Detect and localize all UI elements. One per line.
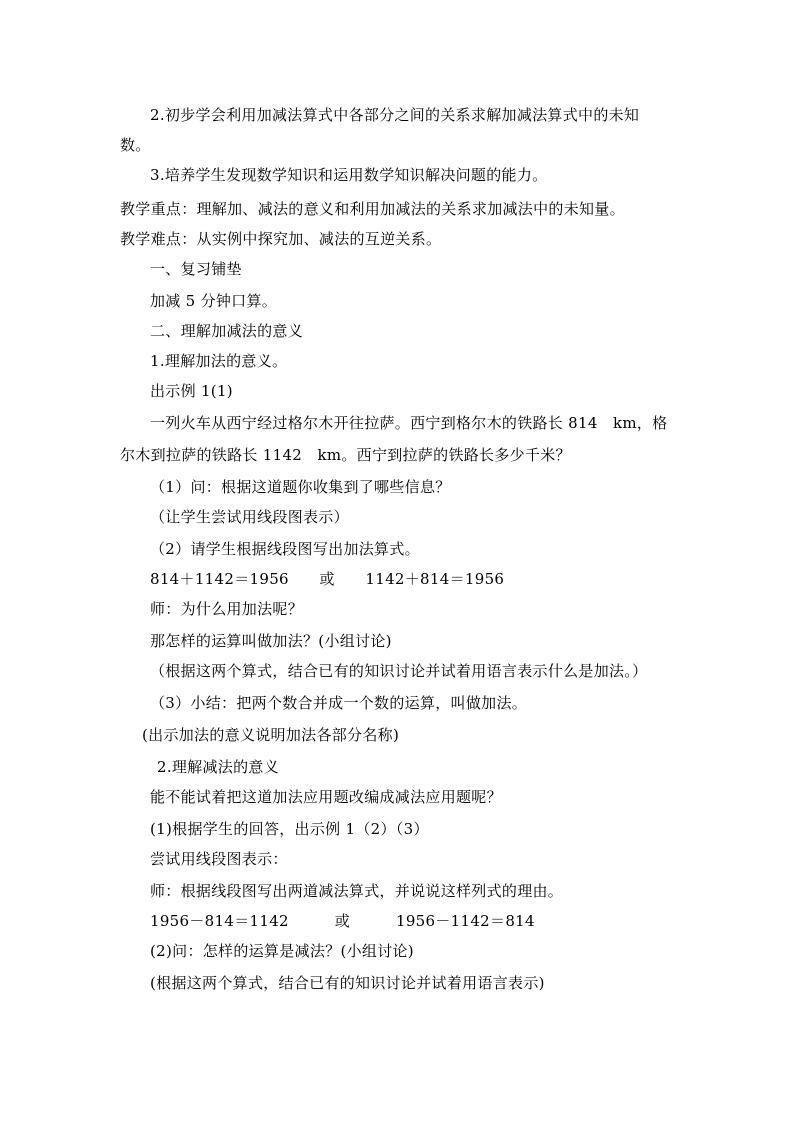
- subtraction-question: (2)问：怎样的运算是减法？(小组讨论): [150, 942, 414, 960]
- addition-discussion-note: （根据这两个算式，结合已有的知识讨论并试着用语言表示什么是加法。）: [150, 662, 648, 680]
- addition-meaning-note: (出示加法的意义说明加法各部分名称): [142, 726, 400, 744]
- question-2: （2）请学生根据线段图写出加法算式。: [150, 540, 420, 558]
- addition-equations: 814＋1142＝1956 或 1142＋814＝1956: [150, 570, 505, 588]
- subtraction-meaning-heading: 2.理解减法的意义: [157, 758, 280, 776]
- question-1: （1）问：根据这道题你收集到了哪些信息？: [150, 478, 451, 496]
- teacher-subtraction-instruction: 师：根据线段图写出两道减法算式，并说说这样列式的理由。: [150, 882, 564, 900]
- addition-summary: （3）小结：把两个数合并成一个数的运算，叫做加法。: [150, 694, 528, 712]
- group-discussion-addition: 那怎样的运算叫做加法？(小组讨论): [150, 632, 392, 650]
- line-diagram-note: （让学生尝试用线段图表示）: [150, 508, 349, 526]
- subtraction-equations: 1956－814＝1142 或 1956－1142＝814: [150, 912, 535, 930]
- objective-2-line-2: 数。: [120, 136, 151, 154]
- try-line-diagram: 尝试用线段图表示：: [150, 850, 288, 868]
- addition-meaning-heading: 1.理解加法的意义。: [150, 352, 288, 370]
- example-1-2-3: (1)根据学生的回答，出示例 1（2）（3）: [150, 820, 429, 838]
- section-meaning-heading: 二、理解加减法的意义: [150, 322, 304, 340]
- problem-line-1: 一列火车从西宁经过格尔木开往拉萨。西宁到格尔木的铁路长 814 km，格: [150, 414, 668, 432]
- teaching-difficulty: 教学难点：从实例中探究加、减法的互逆关系。: [120, 230, 442, 248]
- subtraction-discussion-note: (根据这两个算式，结合已有的知识讨论并试着用语言表示): [150, 974, 545, 992]
- objective-3: 3.培养学生发现数学知识和运用数学知识解决问题的能力。: [150, 166, 548, 184]
- section-review-heading: 一、复习铺垫: [150, 260, 242, 278]
- teacher-question-addition: 师：为什么用加法呢？: [150, 600, 304, 618]
- objective-2-line-1: 2.初步学会利用加减法算式中各部分之间的关系求解加减法算式中的未知: [150, 106, 640, 124]
- mental-math-line: 加减 5 分钟口算。: [150, 292, 278, 310]
- example-1-1: 出示例 1(1): [150, 382, 233, 400]
- problem-line-2: 尔木到拉萨的铁路长 1142 km。西宁到拉萨的铁路长多少千米？: [120, 446, 571, 464]
- rewrite-question: 能不能试着把这道加法应用题改编成减法应用题呢？: [150, 788, 502, 806]
- teaching-focus: 教学重点：理解加、减法的意义和利用加减法的关系求加减法中的未知量。: [120, 200, 625, 218]
